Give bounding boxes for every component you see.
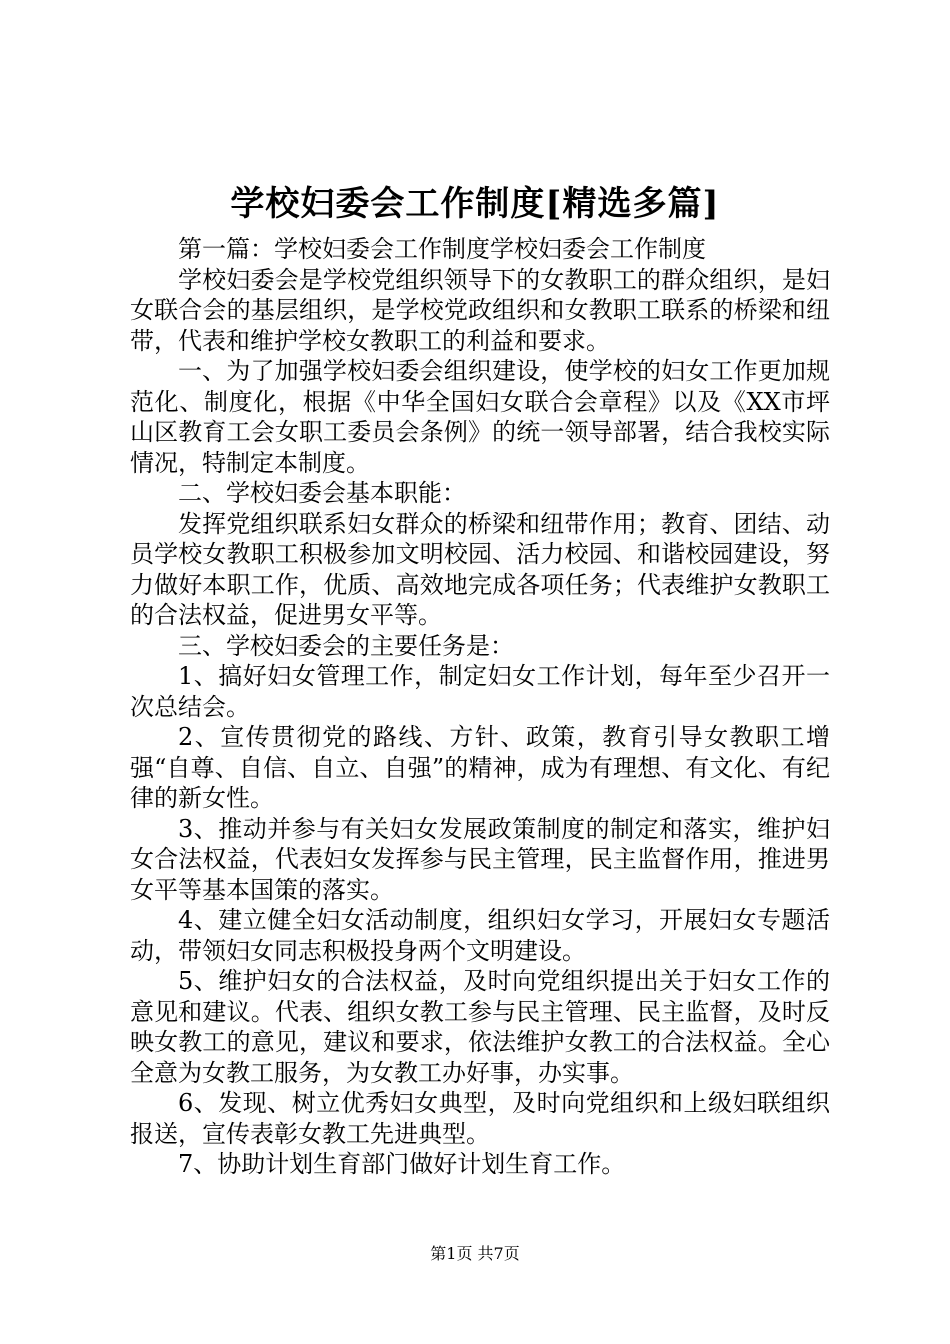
paragraph-section-one: 一、为了加强学校妇委会组织建设，使学校的妇女工作更加规范化、制度化，根据《中华全国妇女联合会章程》以及《XX市坪山区教育工会女职工委员会条例》的统一领导部署，结合我校实际情况，特制定本制度。	[130, 357, 830, 477]
paragraph-part-one-heading: 第一篇：学校妇委会工作制度学校妇委会工作制度	[178, 235, 706, 263]
paragraph-task-1: 1、搞好妇女管理工作，制定妇女工作计划，每年至少召开一次总结会。	[130, 662, 830, 721]
paragraph-task-3: 3、推动并参与有关妇女发展政策制度的制定和落实，维护妇女合法权益，代表妇女发挥参与民主管理，民主监督作用，推进男女平等基本国策的落实。	[130, 814, 830, 904]
document-body	[130, 234, 830, 1180]
paragraph-basic-functions: 发挥党组织联系妇女群众的桥梁和纽带作用；教育、团结、动员学校女教职工积极参加文明校园、活力校园、和谐校园建设，努力做好本职工作，优质、高效地完成各项任务；代表维护女教职工的合法权益，促进男女平等。	[130, 509, 830, 629]
paragraph-intro: 学校妇委会是学校党组织领导下的女教职工的群众组织，是妇女联合会的基层组织，是学校党政组织和女教职工联系的桥梁和纽带，代表和维护学校女教职工的利益和要求。	[130, 265, 830, 355]
document-title: 学校妇委会工作制度[精选多篇]	[230, 184, 720, 224]
paragraph-section-three-heading: 三、学校妇委会的主要任务是：	[178, 631, 514, 660]
paragraph-section-two-heading: 二、学校妇委会基本职能：	[178, 479, 466, 507]
page-footer: 第1页 共7页	[430, 1244, 520, 1263]
paragraph-task-6: 6、发现、树立优秀妇女典型，及时向党组织和上级妇联组织报送，宣传表彰女教工先进典型。	[130, 1089, 830, 1148]
paragraph-task-4: 4、建立健全妇女活动制度，组织妇女学习，开展妇女专题活动，带领妇女同志积极投身两个文明建设。	[130, 906, 830, 965]
paragraph-task-5: 5、维护妇女的合法权益，及时向党组织提出关于妇女工作的意见和建议。代表、组织女教工参与民主管理、民主监督，及时反映女教工的意见，建议和要求，依法维护女教工的合法权益。全心全意为女教工服务，为女教工办好事，办实事。	[130, 967, 830, 1087]
paragraph-task-2: 2、宣传贯彻党的路线、方针、政策，教育引导女教职工增强“自尊、自信、自立、自强”的精神，成为有理想、有文化、有纪律的新女性。	[130, 723, 830, 812]
paragraph-task-7: 7、协助计划生育部门做好计划生育工作。	[178, 1150, 626, 1178]
